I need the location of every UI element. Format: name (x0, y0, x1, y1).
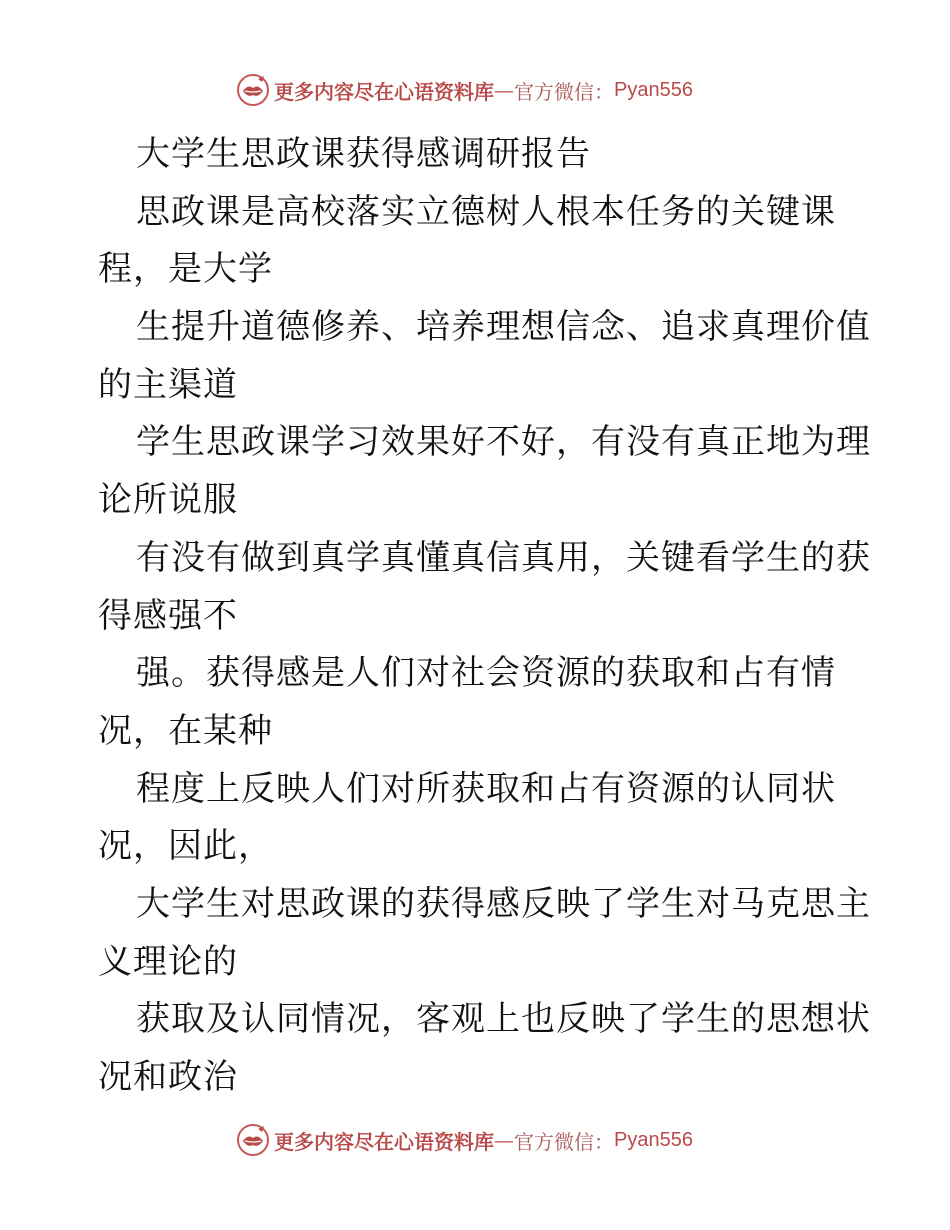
text-line: 程度上反映人们对所获取和占有资源的认同状 (136, 768, 836, 809)
watermark-brand: 更多内容尽在心语资料库 (274, 1129, 494, 1154)
watermark-wechat-label: 官方微信： (514, 1129, 614, 1154)
watermark-separator: — (494, 78, 514, 102)
lips-logo-icon (236, 73, 270, 107)
document-title: 大学生思政课获得感调研报告 (136, 134, 591, 174)
lips-logo-icon (236, 1123, 270, 1157)
text-line: 况，在某种 (98, 710, 273, 751)
text-line: 程，是大学 (98, 249, 273, 290)
text-line: 义理论的 (98, 941, 238, 982)
watermark-wechat-label: 官方微信： (514, 79, 614, 104)
text-line: 思政课是高校落实立德树人根本任务的关键课 (136, 191, 836, 232)
footer-watermark (236, 1122, 693, 1158)
text-line: 有没有做到真学真懂真信真用，关键看学生的获 (136, 537, 871, 578)
text-line: 强。获得感是人们对社会资源的获取和占有情 (136, 653, 836, 694)
text-line: 大学生对思政课的获得感反映了学生对马克思主 (136, 883, 871, 924)
text-line: 学生思政课学习效果好不好，有没有真正地为理 (136, 422, 871, 463)
text-line: 得感强不 (98, 595, 238, 636)
watermark-brand: 更多内容尽在心语资料库 (274, 79, 494, 104)
paragraph-lines (98, 184, 918, 1107)
text-line: 论所说服 (98, 480, 238, 521)
text-line: 生提升道德修养、培养理想信念、追求真理价值 (136, 307, 871, 348)
text-line: 的主渠道 (98, 364, 238, 405)
header-watermark (236, 72, 693, 108)
text-line: 获取及认同情况，客观上也反映了学生的思想状 (136, 999, 871, 1040)
watermark-separator: — (494, 1128, 514, 1152)
watermark-wechat-id: Pyan556 (614, 1128, 693, 1151)
text-line: 况和政治 (98, 1057, 238, 1097)
watermark-wechat-id: Pyan556 (614, 78, 693, 101)
text-line: 况，因此， (98, 826, 273, 867)
document-body (98, 126, 918, 1107)
